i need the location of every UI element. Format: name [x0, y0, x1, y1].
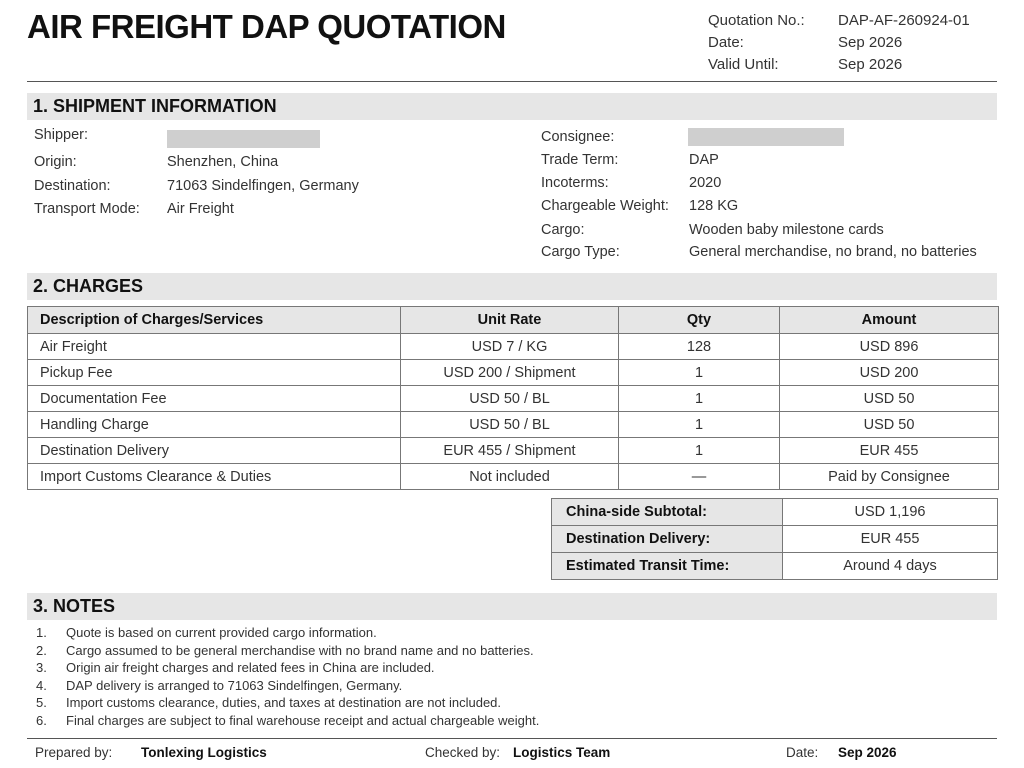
- transport-mode-row: [34, 201, 234, 217]
- note-text: Final charges are subject to final warehouse receipt and actual chargeable weight.: [66, 712, 540, 728]
- trade-term-row: [541, 152, 719, 168]
- charge-amount: USD 50: [780, 412, 999, 438]
- table-row: [28, 334, 999, 360]
- destination-label: Destination:: [34, 178, 111, 194]
- quotation-number-row: [708, 12, 970, 29]
- notes-section-heading: 3. NOTES: [27, 593, 997, 620]
- trade-term-label: Trade Term:: [541, 152, 619, 168]
- list-item: [36, 659, 539, 677]
- charge-qty: 1: [619, 360, 780, 386]
- summary-row: [552, 553, 998, 580]
- destination-delivery-label: Destination Delivery:: [552, 526, 783, 553]
- note-number: 5.: [36, 695, 47, 711]
- table-row: [28, 464, 999, 490]
- column-header-qty: Qty: [619, 307, 780, 334]
- prepared-by-value: Tonlexing Logistics: [141, 745, 267, 760]
- destination-delivery-value: EUR 455: [783, 526, 998, 553]
- origin-row: [34, 154, 278, 170]
- charge-description: Pickup Fee: [28, 360, 401, 386]
- cargo-label: Cargo:: [541, 222, 585, 238]
- charge-qty: 1: [619, 438, 780, 464]
- incoterms-row: [541, 175, 721, 191]
- charge-unit-rate: USD 50 / BL: [401, 386, 619, 412]
- transit-time-value: Around 4 days: [783, 553, 998, 580]
- note-number: 1.: [36, 625, 47, 640]
- valid-until-label: Valid Until:: [708, 56, 779, 73]
- charge-unit-rate: USD 50 / BL: [401, 412, 619, 438]
- summary-row: [552, 526, 998, 553]
- note-number: 4.: [36, 677, 47, 693]
- footer-date-label: Date:: [786, 745, 819, 760]
- charge-qty: —: [619, 464, 780, 490]
- note-number: 2.: [36, 642, 47, 658]
- note-number: 3.: [36, 660, 47, 676]
- valid-until-value: Sep 2026: [838, 56, 903, 73]
- shipper-row: [34, 127, 88, 143]
- destination-row: [34, 178, 359, 194]
- checked-by-value: Logistics Team: [513, 745, 611, 760]
- date-value: Sep 2026: [838, 34, 903, 51]
- charge-description: Documentation Fee: [28, 386, 401, 412]
- note-text: Quote is based on current provided cargo information.: [66, 625, 377, 640]
- charge-description: Import Customs Clearance & Duties: [28, 464, 401, 490]
- charge-amount: EUR 455: [780, 438, 999, 464]
- consignee-redacted-field: [688, 128, 844, 146]
- prepared-by-label: Prepared by:: [35, 745, 113, 760]
- summary-table: [551, 498, 998, 580]
- quotation-number-value: DAP-AF-260924-01: [838, 12, 970, 29]
- list-item: [36, 712, 539, 730]
- quotation-number-label: Quotation No.:: [708, 12, 805, 29]
- table-row: [28, 386, 999, 412]
- list-item: [36, 642, 539, 660]
- document-title: AIR FREIGHT DAP QUOTATION: [27, 8, 506, 45]
- charge-unit-rate: EUR 455 / Shipment: [401, 438, 619, 464]
- date-label: Date:: [708, 34, 744, 51]
- cargo-type-value: General merchandise, no brand, no batteries: [689, 244, 977, 260]
- column-header-description: Description of Charges/Services: [28, 307, 401, 334]
- destination-value: 71063 Sindelfingen, Germany: [167, 178, 359, 194]
- chargeable-weight-value: 128 KG: [689, 198, 739, 214]
- list-item: [36, 677, 539, 695]
- origin-label: Origin:: [34, 154, 77, 170]
- note-text: DAP delivery is arranged to 71063 Sindelfingen, Germany.: [66, 677, 403, 693]
- charge-unit-rate: Not included: [401, 464, 619, 490]
- note-text: Origin air freight charges and related fees in China are included.: [66, 660, 435, 676]
- valid-until-row: [708, 56, 902, 73]
- checked-by: [425, 745, 610, 760]
- china-subtotal-value: USD 1,196: [783, 499, 998, 526]
- origin-value: Shenzhen, China: [167, 154, 279, 170]
- charge-description: Air Freight: [28, 334, 401, 360]
- charge-unit-rate: USD 7 / KG: [401, 334, 619, 360]
- incoterms-label: Incoterms:: [541, 175, 609, 191]
- column-header-unit-rate: Unit Rate: [401, 307, 619, 334]
- shipper-label: Shipper:: [34, 127, 89, 143]
- prepared-by: [35, 745, 267, 760]
- charge-amount: USD 50: [780, 386, 999, 412]
- notes-list: [36, 624, 539, 730]
- footer-date: [786, 745, 897, 760]
- incoterms-value: 2020: [689, 175, 722, 191]
- consignee-label: Consignee:: [541, 129, 615, 145]
- transit-time-label: Estimated Transit Time:: [552, 553, 783, 580]
- charge-amount: Paid by Consignee: [780, 464, 999, 490]
- date-row: [708, 34, 902, 51]
- checked-by-label: Checked by:: [425, 745, 501, 760]
- shipper-redacted-field: [167, 130, 320, 148]
- charge-qty: 1: [619, 386, 780, 412]
- charges-section-heading: 2. CHARGES: [27, 273, 997, 300]
- charge-description: Destination Delivery: [28, 438, 401, 464]
- charge-qty: 128: [619, 334, 780, 360]
- charge-qty: 1: [619, 412, 780, 438]
- charges-table: [27, 306, 999, 490]
- table-row: [28, 438, 999, 464]
- china-subtotal-label: China-side Subtotal:: [552, 499, 783, 526]
- charge-description: Handling Charge: [28, 412, 401, 438]
- footer-date-value: Sep 2026: [838, 745, 897, 760]
- summary-row: [552, 499, 998, 526]
- note-number: 6.: [36, 712, 47, 728]
- charge-unit-rate: USD 200 / Shipment: [401, 360, 619, 386]
- chargeable-weight-row: [541, 198, 738, 214]
- note-text: Cargo assumed to be general merchandise with no brand name and no batteries.: [66, 642, 534, 658]
- cargo-type-row: [541, 244, 977, 260]
- cargo-value: Wooden baby milestone cards: [689, 222, 884, 238]
- list-item: [36, 694, 539, 712]
- consignee-row: [541, 129, 614, 145]
- shipment-section-heading: 1. SHIPMENT INFORMATION: [27, 93, 997, 120]
- note-text: Import customs clearance, duties, and taxes at destination are not included.: [66, 695, 502, 711]
- table-row: [28, 412, 999, 438]
- cargo-type-label: Cargo Type:: [541, 244, 620, 260]
- list-item: [36, 624, 539, 642]
- charges-header-row: [28, 307, 999, 334]
- charge-amount: USD 896: [780, 334, 999, 360]
- trade-term-value: DAP: [689, 152, 719, 168]
- column-header-amount: Amount: [780, 307, 999, 334]
- chargeable-weight-label: Chargeable Weight:: [541, 198, 669, 214]
- table-row: [28, 360, 999, 386]
- transport-mode-value: Air Freight: [167, 201, 234, 217]
- transport-mode-label: Transport Mode:: [34, 201, 140, 217]
- footer-divider: [27, 738, 997, 739]
- cargo-row: [541, 222, 884, 238]
- header-divider: [27, 81, 997, 82]
- charge-amount: USD 200: [780, 360, 999, 386]
